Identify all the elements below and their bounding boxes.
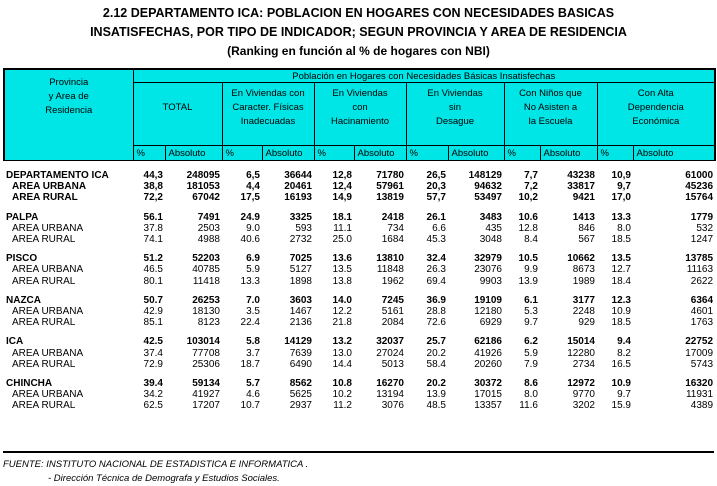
cell-absolute: 36644: [284, 170, 312, 181]
cell-percent: 10.5: [518, 253, 538, 265]
cell-absolute: 10662: [567, 253, 595, 265]
cell-percent: 17,5: [240, 192, 260, 204]
cell-absolute: 62186: [474, 336, 502, 348]
cell-percent: 13.6: [332, 253, 352, 265]
area-row: [4, 234, 715, 245]
cell-percent: 10,9: [611, 170, 631, 181]
row-label: AREA URBANA: [12, 181, 87, 193]
header-pct: %: [406, 146, 448, 161]
cell-percent: 37.8: [143, 222, 163, 234]
cell-absolute: 2732: [289, 234, 312, 246]
cell-percent: 34.2: [143, 389, 163, 401]
cell-absolute: 181053: [186, 181, 220, 193]
cell-percent: 14.4: [332, 358, 352, 370]
cell-absolute: 13785: [685, 253, 714, 265]
cell-percent: 12.2: [332, 306, 352, 318]
cell-absolute: 15014: [567, 336, 595, 348]
row-label: ICA: [6, 336, 24, 348]
cell-absolute: 3603: [289, 294, 312, 306]
header-col-escuela: Con Niños que No Asisten a la Escuela: [504, 83, 597, 146]
cell-absolute: 16320: [685, 378, 714, 390]
cell-absolute: 3325: [289, 211, 312, 223]
cell-percent: 36.9: [426, 294, 446, 306]
cell-percent: 9,7: [617, 181, 631, 193]
cell-percent: 5.9: [524, 347, 538, 359]
cell-absolute: 2937: [289, 400, 312, 412]
cell-absolute: 13357: [474, 400, 502, 412]
header-pct: %: [504, 146, 540, 161]
cell-absolute: 7245: [381, 294, 404, 306]
cell-percent: 10.6: [518, 211, 538, 223]
cell-absolute: 12180: [474, 306, 502, 318]
cell-absolute: 19109: [474, 294, 502, 306]
cell-percent: 48.5: [426, 400, 446, 412]
cell-percent: 7.0: [246, 294, 260, 306]
cell-percent: 17,0: [611, 192, 631, 204]
cell-percent: 26,5: [426, 170, 446, 181]
cell-absolute: 32979: [474, 253, 502, 265]
cell-percent: 10,2: [518, 192, 538, 204]
cell-percent: 69.4: [426, 275, 446, 287]
spacer-row: [4, 287, 715, 295]
cell-percent: 25.0: [332, 234, 352, 246]
header-pct: %: [314, 146, 354, 161]
cell-absolute: 27024: [376, 347, 404, 359]
cell-percent: 11.1: [333, 222, 352, 234]
cell-absolute: 5625: [289, 389, 312, 401]
data-table: [3, 68, 716, 412]
cell-absolute: 13194: [376, 389, 404, 401]
cell-percent: 11.6: [519, 400, 538, 412]
cell-absolute: 23076: [474, 264, 502, 276]
cell-percent: 8.6: [524, 378, 538, 390]
table-header: [4, 69, 715, 161]
cell-absolute: 5743: [690, 358, 714, 370]
cell-percent: 18.5: [611, 317, 631, 329]
spacer-row: [4, 370, 715, 378]
cell-percent: 6.1: [524, 294, 538, 306]
cell-absolute: 148129: [468, 170, 502, 181]
cell-absolute: 11418: [192, 275, 220, 287]
spacer-row: [4, 245, 715, 253]
cell-absolute: 846: [578, 222, 595, 234]
header-group: Población en Hogares con Necesidades Básicas Insatisfechas: [133, 69, 715, 83]
header-col-total: TOTAL: [133, 83, 222, 146]
header-abs: Absoluto: [354, 146, 406, 161]
province-row: [4, 336, 715, 347]
title-line-1: 2.12 DEPARTAMENTO ICA: POBLACION EN HOGARES CON NECESIDADES BASICAS: [102, 6, 615, 20]
header-abs: Absoluto: [448, 146, 504, 161]
title-line-3: (Ranking en función al % de hogares con NBI): [227, 44, 490, 58]
cell-absolute: 59134: [192, 378, 220, 390]
header-col-fisicas: En Viviendas con Caracter. Físicas Inadecuadas: [222, 83, 314, 146]
cell-percent: 13.9: [518, 275, 538, 287]
row-label: PALPA: [6, 211, 39, 223]
cell-percent: 13.0: [332, 347, 352, 359]
cell-percent: 8.0: [524, 389, 538, 401]
cell-absolute: 15764: [685, 192, 714, 204]
row-label: AREA URBANA: [12, 389, 84, 401]
area-row: [4, 181, 715, 192]
cell-percent: 9.4: [617, 336, 631, 348]
province-row: [4, 295, 715, 306]
cell-percent: 13.5: [332, 264, 352, 276]
cell-absolute: 532: [696, 222, 714, 234]
cell-percent: 13.9: [426, 389, 446, 401]
row-label: DEPARTAMENTO ICA: [6, 170, 109, 181]
cell-percent: 6.6: [432, 222, 446, 234]
cell-absolute: 45236: [685, 181, 714, 193]
cell-absolute: 1989: [572, 275, 595, 287]
cell-absolute: 25306: [192, 358, 220, 370]
cell-absolute: 22752: [685, 336, 714, 348]
cell-percent: 42.9: [143, 306, 163, 318]
cell-absolute: 593: [295, 222, 312, 234]
cell-percent: 12,8: [332, 170, 352, 181]
cell-absolute: 12280: [567, 347, 595, 359]
cell-percent: 24.9: [240, 211, 260, 223]
cell-percent: 21.8: [332, 317, 352, 329]
cell-absolute: 1779: [690, 211, 714, 223]
cell-absolute: 3048: [479, 234, 502, 246]
cell-absolute: 1684: [381, 234, 404, 246]
cell-absolute: 11163: [686, 264, 714, 276]
cell-percent: 57,7: [426, 192, 446, 204]
cell-percent: 20,3: [426, 181, 446, 193]
province-row: [4, 253, 715, 264]
cell-percent: 3.5: [246, 306, 260, 318]
cell-percent: 32.4: [426, 253, 446, 265]
cell-absolute: 2503: [197, 222, 220, 234]
row-label: NAZCA: [6, 294, 41, 306]
cell-percent: 45.3: [426, 234, 446, 246]
cell-percent: 9.0: [246, 222, 260, 234]
cell-percent: 51.2: [143, 253, 163, 265]
cell-absolute: 1898: [289, 275, 312, 287]
cell-percent: 18.4: [611, 275, 631, 287]
cell-absolute: 17015: [474, 389, 502, 401]
cell-absolute: 3177: [572, 294, 595, 306]
cell-percent: 15.9: [611, 400, 631, 412]
cell-absolute: 41926: [474, 347, 502, 359]
cell-percent: 5.3: [524, 306, 538, 318]
cell-absolute: 9770: [572, 389, 595, 401]
row-label: AREA RURAL: [12, 358, 76, 370]
province-row: [4, 378, 715, 389]
cell-absolute: 7491: [197, 211, 220, 223]
cell-percent: 4,4: [246, 181, 260, 193]
cell-percent: 50.7: [143, 294, 163, 306]
cell-percent: 58.4: [426, 358, 446, 370]
cell-absolute: 5161: [381, 306, 404, 318]
row-label: AREA RURAL: [12, 317, 76, 329]
cell-percent: 8.4: [524, 234, 538, 246]
cell-absolute: 3483: [479, 211, 502, 223]
header-col-hacinamiento: En Viviendas con Hacinamiento: [314, 83, 406, 146]
header-abs: Absoluto: [540, 146, 597, 161]
header-col-dependencia: Con Alta Dependencia Económica: [597, 83, 715, 146]
area-row: [4, 400, 715, 411]
header-pct: %: [597, 146, 633, 161]
cell-percent: 3.7: [246, 347, 260, 359]
cell-percent: 6.2: [524, 336, 538, 348]
header-pct: %: [133, 146, 165, 161]
cell-absolute: 41927: [192, 389, 220, 401]
header-abs: Absoluto: [262, 146, 314, 161]
cell-absolute: 435: [485, 222, 502, 234]
cell-percent: 13.2: [332, 336, 352, 348]
cell-absolute: 13810: [376, 253, 404, 265]
cell-percent: 8.0: [617, 222, 631, 234]
cell-absolute: 6929: [479, 317, 502, 329]
cell-percent: 18.1: [332, 211, 352, 223]
cell-percent: 11.2: [333, 400, 352, 412]
cell-percent: 10.2: [332, 389, 352, 401]
cell-absolute: 71780: [376, 170, 404, 181]
cell-absolute: 16270: [376, 378, 404, 390]
cell-percent: 16.5: [611, 358, 631, 370]
cell-absolute: 53497: [474, 192, 502, 204]
header-pct: %: [222, 146, 262, 161]
area-row: [4, 264, 715, 275]
cell-percent: 13.3: [240, 275, 260, 287]
cell-absolute: 567: [578, 234, 595, 246]
cell-absolute: 14129: [284, 336, 312, 348]
cell-absolute: 1247: [690, 234, 714, 246]
cell-absolute: 94632: [474, 181, 502, 193]
cell-percent: 44,3: [143, 170, 163, 181]
table-bottom-rule: [3, 451, 714, 453]
cell-absolute: 1467: [289, 306, 312, 318]
cell-percent: 7,2: [524, 181, 538, 193]
cell-absolute: 1763: [690, 317, 714, 329]
header-abs: Absoluto: [165, 146, 222, 161]
cell-absolute: 8673: [572, 264, 595, 276]
header-provincia: Provincia y Area de Residencia: [4, 69, 133, 161]
cell-absolute: 18130: [192, 306, 220, 318]
cell-percent: 14,9: [332, 192, 352, 204]
cell-absolute: 77708: [192, 347, 220, 359]
header-abs: Absoluto: [633, 146, 715, 161]
province-row: [4, 170, 715, 181]
row-label: AREA RURAL: [12, 275, 76, 287]
cell-percent: 5.9: [246, 264, 260, 276]
title-line-2: INSATISFECHAS, POR TIPO DE INDICADOR; SEGUN PROVINCIA Y AREA DE RESIDENCIA: [90, 25, 627, 39]
cell-percent: 80.1: [143, 275, 163, 287]
area-row: [4, 389, 715, 400]
cell-absolute: 2136: [289, 317, 312, 329]
cell-absolute: 5127: [289, 264, 312, 276]
cell-percent: 56.1: [143, 211, 163, 223]
cell-percent: 26.3: [426, 264, 446, 276]
cell-absolute: 929: [578, 317, 595, 329]
row-label: AREA URBANA: [12, 264, 84, 276]
source-note: [3, 458, 308, 486]
cell-absolute: 7025: [289, 253, 312, 265]
cell-absolute: 2622: [690, 275, 714, 287]
row-label: AREA RURAL: [12, 234, 76, 246]
cell-absolute: 67042: [192, 192, 220, 204]
area-row: [4, 348, 715, 359]
cell-absolute: 2084: [381, 317, 404, 329]
cell-percent: 12.8: [518, 222, 538, 234]
cell-absolute: 4389: [690, 400, 714, 412]
header-col-desague: En Viviendas sin Desague: [406, 83, 504, 146]
cell-percent: 13.3: [611, 211, 631, 223]
cell-absolute: 40785: [192, 264, 220, 276]
cell-absolute: 17207: [192, 400, 220, 412]
cell-percent: 6.9: [246, 253, 260, 265]
spacer-row: [4, 328, 715, 336]
cell-absolute: 5013: [381, 358, 404, 370]
cell-percent: 20.2: [426, 347, 446, 359]
cell-percent: 18.5: [611, 234, 631, 246]
area-row: [4, 317, 715, 328]
cell-absolute: 16193: [284, 192, 312, 204]
area-row: [4, 306, 715, 317]
area-row: [4, 192, 715, 203]
data-table-container: [3, 68, 714, 412]
cell-percent: 20.2: [426, 378, 446, 390]
source-line-2: - Dirección Técnica de Demografa y Estudios Sociales.: [48, 473, 280, 484]
cell-percent: 10.9: [611, 306, 631, 318]
row-label: AREA URBANA: [12, 222, 84, 234]
row-label: AREA URBANA: [12, 347, 84, 359]
cell-percent: 72.6: [426, 317, 446, 329]
cell-percent: 10.8: [332, 378, 352, 390]
cell-percent: 9.9: [524, 264, 538, 276]
cell-percent: 9.7: [617, 389, 631, 401]
cell-absolute: 2418: [381, 211, 404, 223]
cell-percent: 38,8: [143, 181, 163, 193]
cell-absolute: 8562: [289, 378, 312, 390]
cell-absolute: 52203: [192, 253, 220, 265]
cell-percent: 4.6: [246, 389, 260, 401]
cell-percent: 25.7: [426, 336, 446, 348]
cell-percent: 62.5: [143, 400, 163, 412]
cell-absolute: 9421: [572, 192, 595, 204]
cell-percent: 12.7: [611, 264, 631, 276]
cell-absolute: 20260: [474, 358, 502, 370]
cell-absolute: 26253: [192, 294, 220, 306]
cell-absolute: 7639: [289, 347, 312, 359]
cell-absolute: 2248: [572, 306, 595, 318]
area-row: [4, 223, 715, 234]
cell-percent: 26.1: [426, 211, 446, 223]
cell-absolute: 3202: [572, 400, 595, 412]
cell-percent: 7,7: [524, 170, 538, 181]
cell-absolute: 33817: [567, 181, 595, 193]
spacer-row: [4, 161, 715, 171]
cell-percent: 10.9: [611, 378, 631, 390]
cell-percent: 42.5: [143, 336, 163, 348]
cell-percent: 14.0: [332, 294, 352, 306]
cell-percent: 12.3: [611, 294, 631, 306]
row-label: PISCO: [6, 253, 38, 265]
cell-absolute: 6490: [289, 358, 312, 370]
spacer-row: [4, 204, 715, 212]
cell-absolute: 17009: [685, 347, 714, 359]
cell-absolute: 9903: [479, 275, 502, 287]
cell-absolute: 43238: [567, 170, 595, 181]
cell-absolute: 12972: [567, 378, 595, 390]
cell-absolute: 8123: [197, 317, 220, 329]
cell-absolute: 1962: [381, 275, 404, 287]
cell-absolute: 4601: [690, 306, 714, 318]
cell-percent: 5.8: [246, 336, 260, 348]
cell-absolute: 57961: [376, 181, 404, 193]
cell-absolute: 734: [387, 222, 404, 234]
source-line-1: FUENTE: INSTITUTO NACIONAL DE ESTADISTICA E INFORMATICA .: [3, 459, 309, 470]
cell-absolute: 4988: [197, 234, 220, 246]
cell-percent: 39.4: [143, 378, 163, 390]
cell-absolute: 13819: [376, 192, 404, 204]
cell-percent: 7.9: [524, 358, 538, 370]
cell-percent: 6,5: [246, 170, 260, 181]
cell-absolute: 30372: [474, 378, 502, 390]
province-row: [4, 212, 715, 223]
cell-percent: 22.4: [240, 317, 260, 329]
row-label: CHINCHA: [6, 378, 53, 390]
cell-percent: 37.4: [143, 347, 163, 359]
cell-percent: 40.6: [240, 234, 260, 246]
cell-absolute: 1413: [572, 211, 595, 223]
row-label: AREA URBANA: [12, 306, 84, 318]
cell-absolute: 11931: [685, 389, 714, 401]
cell-percent: 9.7: [524, 317, 538, 329]
cell-percent: 46.5: [143, 264, 163, 276]
cell-percent: 85.1: [143, 317, 163, 329]
row-label: AREA RURAL: [12, 192, 78, 204]
cell-percent: 13.5: [611, 253, 631, 265]
cell-percent: 8.2: [617, 347, 631, 359]
area-row: [4, 359, 715, 370]
area-row: [4, 276, 715, 287]
cell-percent: 10.7: [240, 400, 260, 412]
cell-absolute: 248095: [186, 170, 220, 181]
cell-percent: 18.7: [240, 358, 260, 370]
cell-absolute: 2734: [572, 358, 595, 370]
cell-percent: 13.8: [332, 275, 352, 287]
cell-percent: 74.1: [143, 234, 163, 246]
cell-percent: 72.9: [143, 358, 163, 370]
cell-percent: 72,2: [143, 192, 163, 204]
cell-absolute: 11848: [376, 264, 404, 276]
cell-absolute: 3076: [381, 400, 404, 412]
cell-percent: 28.8: [426, 306, 446, 318]
cell-absolute: 103014: [186, 336, 220, 348]
cell-percent: 12,4: [332, 181, 352, 193]
cell-percent: 5.7: [246, 378, 260, 390]
cell-absolute: 20461: [284, 181, 312, 193]
row-label: AREA RURAL: [12, 400, 76, 412]
cell-absolute: 6364: [690, 294, 714, 306]
page-title: [0, 4, 717, 61]
table-body: [4, 161, 715, 412]
cell-absolute: 32037: [376, 336, 404, 348]
cell-absolute: 61000: [685, 170, 714, 181]
